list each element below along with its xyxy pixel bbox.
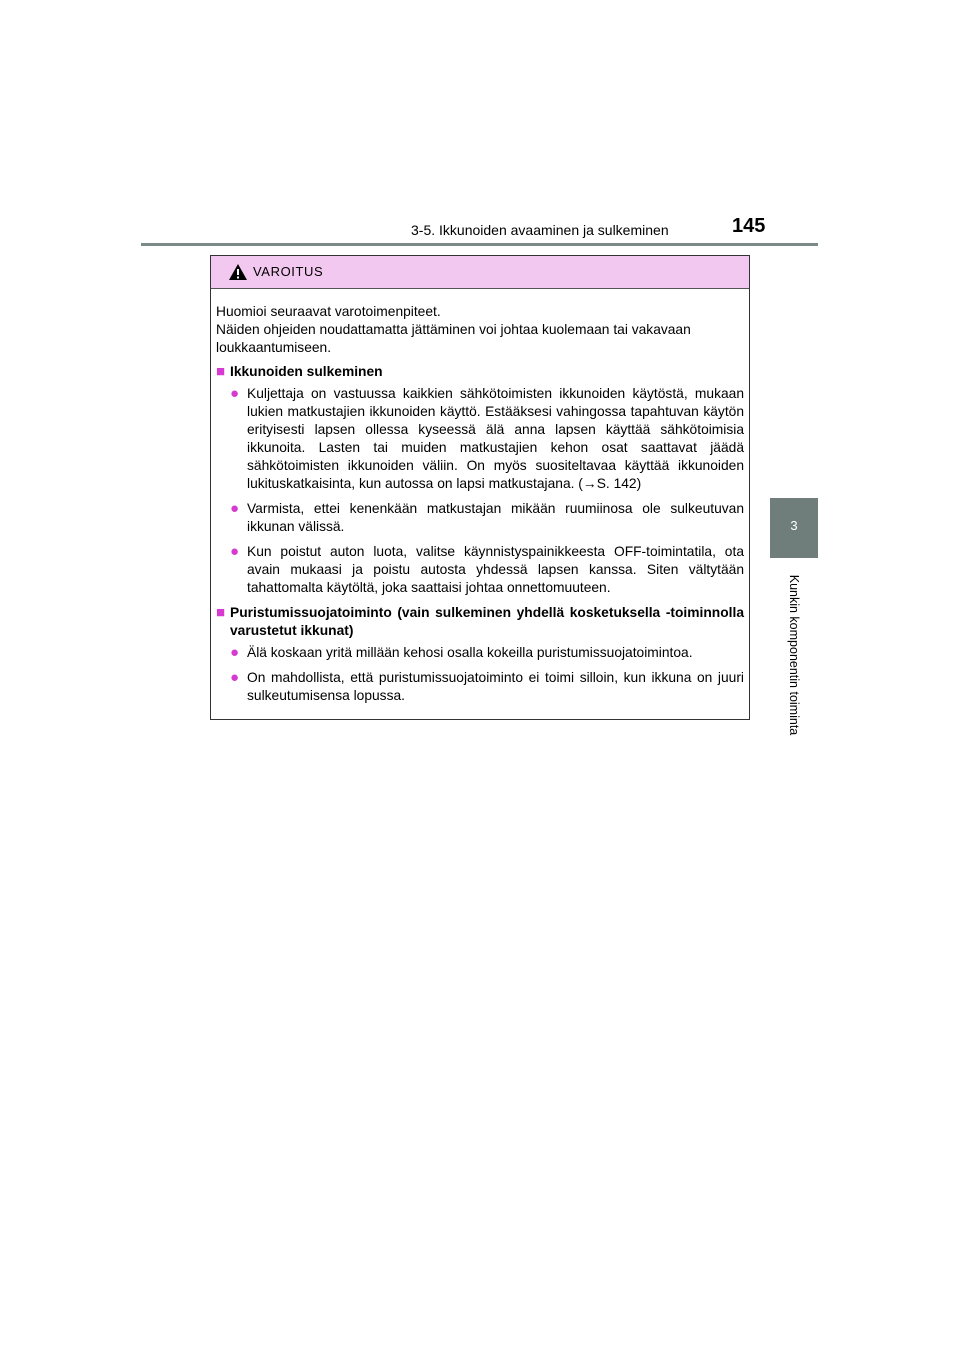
round-bullet-icon: ●	[230, 500, 240, 517]
section-title-text: Ikkunoiden sulkeminen	[230, 364, 383, 379]
list-item	[216, 385, 744, 493]
section-title-jam-protection	[216, 604, 744, 640]
round-bullet-icon: ●	[230, 644, 240, 661]
round-bullet-icon: ●	[230, 385, 240, 402]
warning-label: VAROITUS	[253, 264, 324, 279]
round-bullet-icon: ●	[230, 543, 240, 560]
warning-header	[211, 256, 749, 289]
chapter-number: 3	[790, 518, 798, 533]
square-bullet-icon: ■	[216, 604, 226, 621]
warning-box	[210, 255, 750, 720]
section-title-window-closing	[216, 363, 744, 381]
chapter-label-text: Kunkin komponentin toiminta	[787, 574, 801, 736]
page-number: 145	[732, 215, 766, 237]
warning-intro-line2: Näiden ohjeiden noudattamatta jättäminen voi johtaa kuolemaan tai vakavaan loukkaantumiseen.	[216, 322, 691, 355]
list-item-text: Kun poistut auton luota, valitse käynnistyspainikkeesta OFF-toimintatila, ota avain mukaasi ja poistu autosta yhdessä lapsen kanssa. Siten vältytään tahattomalta käytöltä, joka saattaisi johtaa onnettomuuteen.	[247, 544, 744, 595]
list-item-text: Älä koskaan yritä millään kehosi osalla kokeilla puristumissuojatoimintoa.	[247, 645, 693, 660]
header-rule	[141, 243, 818, 246]
list-item-text: Varmista, ettei kenenkään matkustajan mikään ruumiinosa ole sulkeutuvan ikkunan välissä.	[247, 501, 744, 534]
list-item-text: On mahdollista, että puristumissuojatoiminto ei toimi silloin, kun ikkuna on juuri sulkeutumisensa lopussa.	[247, 670, 744, 703]
list-item-text: Kuljettaja on vastuussa kaikkien sähkötoimisten ikkunoiden käytöstä, mukaan lukien matkustajien ikkunoiden käyttö. Estääksesi vahingossa tapahtuvan käytön erityisesti lapsen ollessa kyseessä älä anna lapsen käyttää sähkötoimisia ikkunoita. Lasten tai muiden matkustajien kehon osat saattavat jäädä sähkötoimisten ikkunoiden väliin. On myös suositeltavaa käyttää ikkunoiden lukituskatkaisinta, kun autossa on lapsi matkustajana. (→S. 142)	[247, 386, 744, 491]
square-bullet-icon: ■	[216, 363, 226, 380]
list-item	[216, 669, 744, 705]
round-bullet-icon: ●	[230, 669, 240, 686]
list-item	[216, 543, 744, 597]
section-title-text: Puristumissuojatoiminto (vain sulkeminen yhdellä kosketuksella -toiminnolla varustetut ikkunat)	[230, 605, 744, 638]
list-item	[216, 500, 744, 536]
warning-triangle-icon	[228, 263, 248, 281]
warning-body	[211, 289, 749, 705]
running-header-section-title: 3-5. Ikkunoiden avaaminen ja sulkeminen	[411, 222, 669, 238]
warning-intro-line1: Huomioi seuraavat varotoimenpiteet.	[216, 304, 441, 319]
list-item	[216, 644, 744, 662]
chapter-tab	[770, 498, 818, 558]
